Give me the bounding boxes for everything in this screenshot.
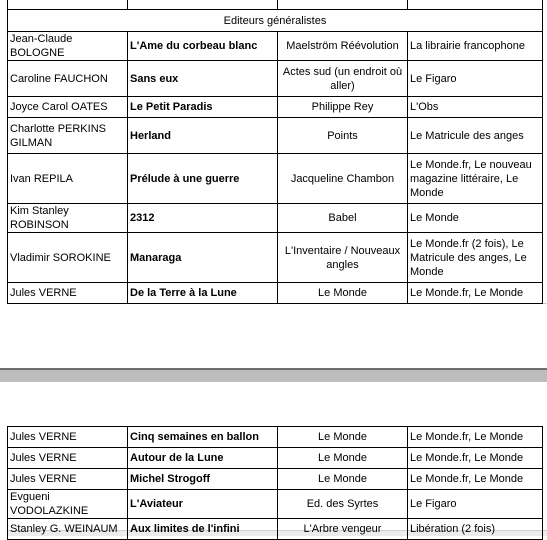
title-cell: Manaraga	[128, 233, 278, 283]
publisher-cell: Babel	[278, 204, 408, 233]
table-row	[8, 519, 543, 540]
publisher-cell: Le Monde	[278, 283, 408, 304]
title-cell: Cinq semaines en ballon	[128, 427, 278, 448]
table-row	[8, 283, 543, 304]
table-row	[8, 490, 543, 519]
publisher-cell: Actes sud (un endroit où aller)	[278, 61, 408, 97]
author-cell: Jules VERNE	[8, 448, 128, 469]
table-row	[8, 427, 543, 448]
section-heading-row	[8, 10, 543, 32]
publisher-cell: Philippe Rey	[278, 97, 408, 118]
press-cell: Le Monde.fr, Le Monde	[408, 427, 543, 448]
press-cell: Le Monde.fr, Le nouveau magazine littéraire, Le Monde	[408, 154, 543, 204]
publisher-cell: Jacqueline Chambon	[278, 154, 408, 204]
table-row	[8, 61, 543, 97]
publisher-cell: L'Arbre vengeur	[278, 519, 408, 540]
table-row	[8, 233, 543, 283]
table-row	[8, 204, 543, 233]
books-table-bottom	[7, 426, 543, 540]
press-cell: Le Monde.fr, Le Monde	[408, 448, 543, 469]
title-cell: Michel Strogoff	[128, 469, 278, 490]
table-row	[8, 448, 543, 469]
section-heading: Editeurs généralistes	[8, 10, 543, 32]
press-cell: Le Matricule des anges	[408, 118, 543, 154]
press-cell: Le Monde.fr, Le Monde	[408, 283, 543, 304]
title-cell: De la Terre à la Lune	[128, 283, 278, 304]
table-row	[8, 154, 543, 204]
press-cell: Libération (2 fois)	[408, 519, 543, 540]
publisher-cell: L'Inventaire / Nouveaux angles	[278, 233, 408, 283]
author-cell: Caroline FAUCHON	[8, 61, 128, 97]
author-cell: Jules VERNE	[8, 427, 128, 448]
publisher-cell: Le Monde	[278, 469, 408, 490]
press-cell: L'Obs	[408, 97, 543, 118]
publisher-cell: Ed. des Syrtes	[278, 490, 408, 519]
books-table-top	[7, 0, 543, 304]
author-cell: Joyce Carol OATES	[8, 97, 128, 118]
publisher-cell: Points	[278, 118, 408, 154]
publisher-cell: Le Monde	[278, 427, 408, 448]
author-cell: Charlotte PERKINS GILMAN	[8, 118, 128, 154]
author-cell: Kim Stanley ROBINSON	[8, 204, 128, 233]
author-cell: Jean-Claude BOLOGNE	[8, 32, 128, 61]
author-cell: Jules VERNE	[8, 283, 128, 304]
press-cell: Le Figaro	[408, 490, 543, 519]
title-cell: Autour de la Lune	[128, 448, 278, 469]
title-cell: Le Petit Paradis	[128, 97, 278, 118]
title-cell: 2312	[128, 204, 278, 233]
table-row	[8, 118, 543, 154]
press-cell: La librairie francophone	[408, 32, 543, 61]
title-cell: Herland	[128, 118, 278, 154]
table-row-cutoff	[8, 0, 543, 10]
press-cell: Le Monde	[408, 204, 543, 233]
table-row	[8, 469, 543, 490]
press-cell: Le Monde.fr, Le Monde	[408, 469, 543, 490]
press-cell: Le Figaro	[408, 61, 543, 97]
title-cell: Sans eux	[128, 61, 278, 97]
title-cell: L'Ame du corbeau blanc	[128, 32, 278, 61]
table-row	[8, 97, 543, 118]
author-cell: Jules VERNE	[8, 469, 128, 490]
table-row	[8, 32, 543, 61]
page-separator	[0, 368, 547, 382]
publisher-cell: Le Monde	[278, 448, 408, 469]
title-cell: Prélude à une guerre	[128, 154, 278, 204]
author-cell: Vladimir SOROKINE	[8, 233, 128, 283]
press-cell: Le Monde.fr (2 fois), Le Matricule des anges, Le Monde	[408, 233, 543, 283]
title-cell: L'Aviateur	[128, 490, 278, 519]
author-cell: Stanley G. WEINAUM	[8, 519, 128, 540]
publisher-cell: Maelström Réévolution	[278, 32, 408, 61]
author-cell: Evgueni VODOLAZKINE	[8, 490, 128, 519]
author-cell: Ivan REPILA	[8, 154, 128, 204]
title-cell: Aux limites de l'infini	[128, 519, 278, 540]
